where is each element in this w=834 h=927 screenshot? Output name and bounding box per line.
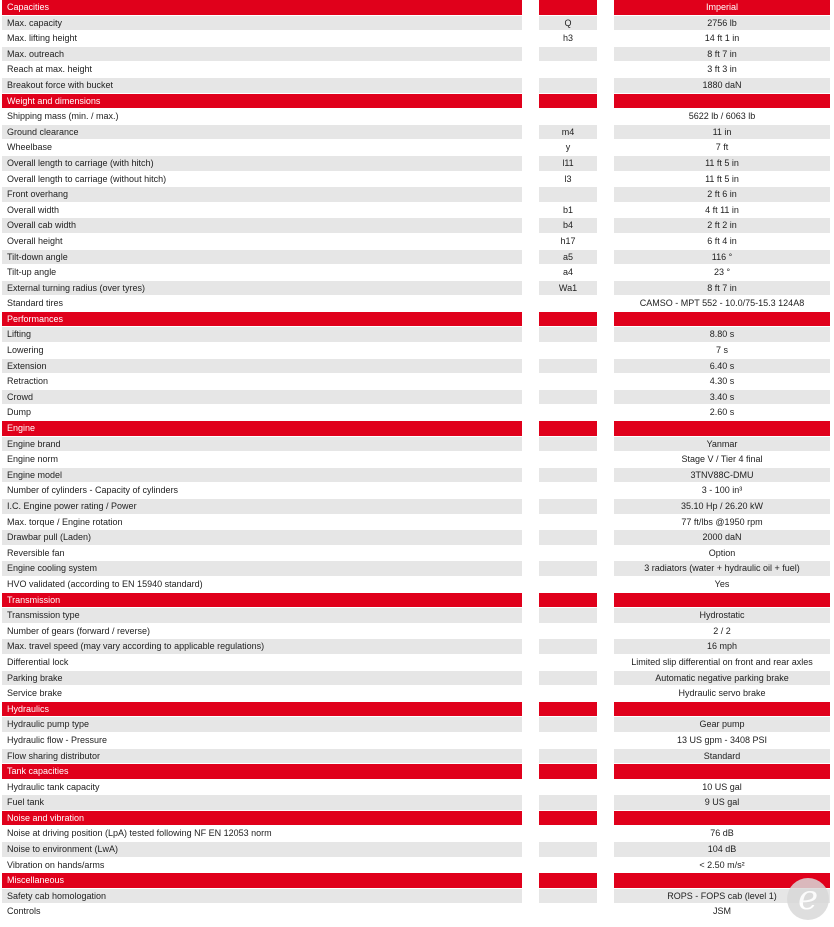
spec-symbol (539, 109, 597, 124)
spec-symbol: l11 (539, 156, 597, 171)
spec-name: Lowering (2, 343, 522, 358)
section-symbol-cell (539, 811, 597, 826)
spec-row (2, 390, 832, 406)
spec-symbol (539, 639, 597, 654)
spec-row (2, 795, 832, 811)
spec-symbol (539, 359, 597, 374)
spec-row (2, 343, 832, 359)
spec-symbol (539, 608, 597, 623)
spec-symbol (539, 826, 597, 841)
spec-row (2, 265, 832, 281)
spec-value: 4 ft 11 in (614, 203, 830, 218)
spec-row (2, 842, 832, 858)
spec-name: I.C. Engine power rating / Power (2, 499, 522, 514)
section-unit-label (614, 764, 830, 779)
spec-row (2, 140, 832, 156)
spec-value: 2000 daN (614, 530, 830, 545)
spec-value: 4.30 s (614, 374, 830, 389)
spec-value: 10 US gal (614, 780, 830, 795)
section-header-transmission (2, 593, 832, 609)
spec-name: Engine model (2, 468, 522, 483)
spec-value: Limited slip differential on front and rear axles (614, 655, 830, 670)
spec-name: Controls (2, 904, 522, 919)
spec-row (2, 468, 832, 484)
spec-symbol: h3 (539, 31, 597, 46)
spec-row (2, 546, 832, 562)
spec-name: Number of gears (forward / reverse) (2, 624, 522, 639)
spec-name: Max. outreach (2, 47, 522, 62)
spec-symbol: y (539, 140, 597, 155)
spec-name: HVO validated (according to EN 15940 standard) (2, 577, 522, 592)
spec-name: Hydraulic tank capacity (2, 780, 522, 795)
spec-name: Overall cab width (2, 218, 522, 233)
spec-value: 2 ft 6 in (614, 187, 830, 202)
section-title: Miscellaneous (2, 873, 522, 888)
spec-name: Number of cylinders - Capacity of cylinders (2, 483, 522, 498)
spec-symbol (539, 187, 597, 202)
spec-row (2, 858, 832, 874)
spec-row (2, 250, 832, 266)
spec-name: Transmission type (2, 608, 522, 623)
spec-name: Shipping mass (min. / max.) (2, 109, 522, 124)
spec-value: JSM (614, 904, 830, 919)
section-title: Noise and vibration (2, 811, 522, 826)
spec-row (2, 608, 832, 624)
section-symbol-cell (539, 702, 597, 717)
spec-name: Max. lifting height (2, 31, 522, 46)
spec-symbol (539, 904, 597, 919)
spec-row (2, 31, 832, 47)
spec-value: 11 in (614, 125, 830, 140)
spec-name: Extension (2, 359, 522, 374)
spec-symbol (539, 47, 597, 62)
spec-value: Hydraulic servo brake (614, 686, 830, 701)
section-unit-label (614, 702, 830, 717)
spec-symbol (539, 483, 597, 498)
spec-row (2, 62, 832, 78)
spec-value: 6.40 s (614, 359, 830, 374)
spec-symbol: Q (539, 16, 597, 31)
spec-value: Hydrostatic (614, 608, 830, 623)
spec-symbol (539, 343, 597, 358)
spec-name: Lifting (2, 327, 522, 342)
spec-symbol (539, 390, 597, 405)
spec-name: Engine cooling system (2, 561, 522, 576)
section-header-weight-and-dimensions (2, 94, 832, 110)
spec-row (2, 452, 832, 468)
spec-name: Hydraulic pump type (2, 717, 522, 732)
spec-row (2, 187, 832, 203)
spec-value: 5622 lb / 6063 lb (614, 109, 830, 124)
spec-value: 9 US gal (614, 795, 830, 810)
spec-value: 11 ft 5 in (614, 156, 830, 171)
spec-value: 77 ft/lbs @1950 rpm (614, 515, 830, 530)
spec-name: Hydraulic flow - Pressure (2, 733, 522, 748)
spec-value: 2.60 s (614, 405, 830, 420)
section-header-miscellaneous (2, 873, 832, 889)
spec-symbol (539, 842, 597, 857)
spec-row (2, 904, 832, 920)
spec-row (2, 889, 832, 905)
spec-name: Noise at driving position (LpA) tested following NF EN 12053 norm (2, 826, 522, 841)
spec-row (2, 156, 832, 172)
spec-name: Dump (2, 405, 522, 420)
spec-row (2, 749, 832, 765)
spec-row (2, 577, 832, 593)
spec-symbol (539, 561, 597, 576)
spec-value: 7 s (614, 343, 830, 358)
spec-symbol (539, 296, 597, 311)
section-symbol-cell (539, 421, 597, 436)
section-header-capacities (2, 0, 832, 16)
spec-value: 8.80 s (614, 327, 830, 342)
spec-row (2, 624, 832, 640)
spec-name: Crowd (2, 390, 522, 405)
spec-value: Yanmar (614, 437, 830, 452)
spec-name: Noise to environment (LwA) (2, 842, 522, 857)
spec-symbol (539, 437, 597, 452)
section-unit-label (614, 94, 830, 109)
spec-name: Service brake (2, 686, 522, 701)
spec-name: Max. travel speed (may vary according to applicable regulations) (2, 639, 522, 654)
section-title: Hydraulics (2, 702, 522, 717)
spec-name: Reach at max. height (2, 62, 522, 77)
spec-row (2, 717, 832, 733)
spec-symbol (539, 889, 597, 904)
spec-value: Stage V / Tier 4 final (614, 452, 830, 467)
spec-value: Automatic negative parking brake (614, 671, 830, 686)
spec-name: Overall length to carriage (without hitch) (2, 172, 522, 187)
spec-name: Reversible fan (2, 546, 522, 561)
spec-symbol (539, 405, 597, 420)
spec-name: Engine norm (2, 452, 522, 467)
e-logo-icon: e (787, 878, 829, 920)
spec-row (2, 655, 832, 671)
spec-value: 3 radiators (water + hydraulic oil + fuel) (614, 561, 830, 576)
section-unit-label (614, 811, 830, 826)
spec-symbol (539, 515, 597, 530)
spec-symbol: a5 (539, 250, 597, 265)
spec-symbol (539, 530, 597, 545)
spec-row (2, 296, 832, 312)
spec-row (2, 281, 832, 297)
section-title: Capacities (2, 0, 522, 15)
spec-name: Parking brake (2, 671, 522, 686)
spec-value: Standard (614, 749, 830, 764)
spec-value: 1880 daN (614, 78, 830, 93)
spec-symbol (539, 78, 597, 93)
spec-symbol (539, 733, 597, 748)
spec-row (2, 203, 832, 219)
section-symbol-cell (539, 593, 597, 608)
spec-name: Overall height (2, 234, 522, 249)
spec-name: Ground clearance (2, 125, 522, 140)
spec-row (2, 437, 832, 453)
spec-value: 23 ° (614, 265, 830, 280)
spec-symbol (539, 749, 597, 764)
spec-row (2, 109, 832, 125)
spec-symbol (539, 795, 597, 810)
spec-row (2, 327, 832, 343)
spec-name: Differential lock (2, 655, 522, 670)
spec-name: Retraction (2, 374, 522, 389)
spec-symbol: b1 (539, 203, 597, 218)
section-header-noise-and-vibration (2, 811, 832, 827)
spec-value: Option (614, 546, 830, 561)
spec-value: 11 ft 5 in (614, 172, 830, 187)
section-header-engine (2, 421, 832, 437)
section-unit-label (614, 593, 830, 608)
spec-name: Safety cab homologation (2, 889, 522, 904)
spec-value: 8 ft 7 in (614, 281, 830, 296)
spec-row (2, 374, 832, 390)
spec-row (2, 561, 832, 577)
spec-symbol (539, 858, 597, 873)
spec-value: 104 dB (614, 842, 830, 857)
spec-name: External turning radius (over tyres) (2, 281, 522, 296)
section-unit-label (614, 421, 830, 436)
spec-symbol: Wa1 (539, 281, 597, 296)
spec-value: Gear pump (614, 717, 830, 732)
spec-name: Drawbar pull (Laden) (2, 530, 522, 545)
spec-row (2, 826, 832, 842)
section-title: Performances (2, 312, 522, 327)
spec-symbol (539, 624, 597, 639)
section-symbol-cell (539, 873, 597, 888)
section-symbol-cell (539, 312, 597, 327)
spec-symbol: m4 (539, 125, 597, 140)
spec-name: Standard tires (2, 296, 522, 311)
spec-value: 13 US gpm - 3408 PSI (614, 733, 830, 748)
section-title: Engine (2, 421, 522, 436)
spec-row (2, 530, 832, 546)
section-symbol-cell (539, 764, 597, 779)
section-header-tank-capacities (2, 764, 832, 780)
spec-row (2, 125, 832, 141)
spec-symbol (539, 546, 597, 561)
spec-value: 116 ° (614, 250, 830, 265)
section-symbol-cell (539, 94, 597, 109)
spec-row (2, 16, 832, 32)
spec-value: 3 ft 3 in (614, 62, 830, 77)
spec-symbol: a4 (539, 265, 597, 280)
spec-row (2, 733, 832, 749)
spec-value: 7 ft (614, 140, 830, 155)
section-header-hydraulics (2, 702, 832, 718)
spec-name: Max. torque / Engine rotation (2, 515, 522, 530)
spec-row (2, 686, 832, 702)
spec-row (2, 359, 832, 375)
spec-name: Vibration on hands/arms (2, 858, 522, 873)
spec-row (2, 483, 832, 499)
spec-value: 2 / 2 (614, 624, 830, 639)
spec-value: 3TNV88C-DMU (614, 468, 830, 483)
spec-symbol (539, 686, 597, 701)
section-title: Transmission (2, 593, 522, 608)
spec-row (2, 499, 832, 515)
section-unit-label (614, 312, 830, 327)
spec-symbol (539, 717, 597, 732)
spec-row (2, 405, 832, 421)
spec-symbol (539, 577, 597, 592)
spec-name: Tilt-up angle (2, 265, 522, 280)
spec-value: CAMSO - MPT 552 - 10.0/75-15.3 124A8 (614, 296, 830, 311)
spec-value: 6 ft 4 in (614, 234, 830, 249)
spec-symbol (539, 671, 597, 686)
section-header-performances (2, 312, 832, 328)
spec-symbol: h17 (539, 234, 597, 249)
spec-value: 3.40 s (614, 390, 830, 405)
spec-name: Overall width (2, 203, 522, 218)
spec-row (2, 172, 832, 188)
spec-row (2, 47, 832, 63)
spec-name: Front overhang (2, 187, 522, 202)
section-unit-label: Imperial (614, 0, 830, 15)
spec-symbol (539, 655, 597, 670)
spec-name: Tilt-down angle (2, 250, 522, 265)
section-symbol-cell (539, 0, 597, 15)
spec-value: 2 ft 2 in (614, 218, 830, 233)
spec-symbol (539, 780, 597, 795)
spec-name: Fuel tank (2, 795, 522, 810)
spec-name: Wheelbase (2, 140, 522, 155)
spec-name: Flow sharing distributor (2, 749, 522, 764)
spec-value: 76 dB (614, 826, 830, 841)
spec-name: Overall length to carriage (with hitch) (2, 156, 522, 171)
spec-value: 3 - 100 in³ (614, 483, 830, 498)
spec-symbol: b4 (539, 218, 597, 233)
section-title: Weight and dimensions (2, 94, 522, 109)
spec-table (2, 0, 832, 920)
spec-symbol: l3 (539, 172, 597, 187)
spec-row (2, 671, 832, 687)
spec-name: Breakout force with bucket (2, 78, 522, 93)
spec-symbol (539, 374, 597, 389)
spec-value: Yes (614, 577, 830, 592)
spec-row (2, 780, 832, 796)
spec-value: 16 mph (614, 639, 830, 654)
spec-value: 14 ft 1 in (614, 31, 830, 46)
spec-symbol (539, 327, 597, 342)
spec-symbol (539, 499, 597, 514)
spec-row (2, 639, 832, 655)
spec-row (2, 234, 832, 250)
spec-symbol (539, 452, 597, 467)
spec-row (2, 515, 832, 531)
spec-value: < 2.50 m/s² (614, 858, 830, 873)
section-title: Tank capacities (2, 764, 522, 779)
spec-value: 35.10 Hp / 26.20 kW (614, 499, 830, 514)
spec-symbol (539, 468, 597, 483)
spec-value: 8 ft 7 in (614, 47, 830, 62)
spec-value: ROPS - FOPS cab (level 1) (614, 889, 830, 904)
spec-value: 2756 lb (614, 16, 830, 31)
spec-row (2, 78, 832, 94)
spec-name: Engine brand (2, 437, 522, 452)
spec-row (2, 218, 832, 234)
spec-symbol (539, 62, 597, 77)
spec-name: Max. capacity (2, 16, 522, 31)
